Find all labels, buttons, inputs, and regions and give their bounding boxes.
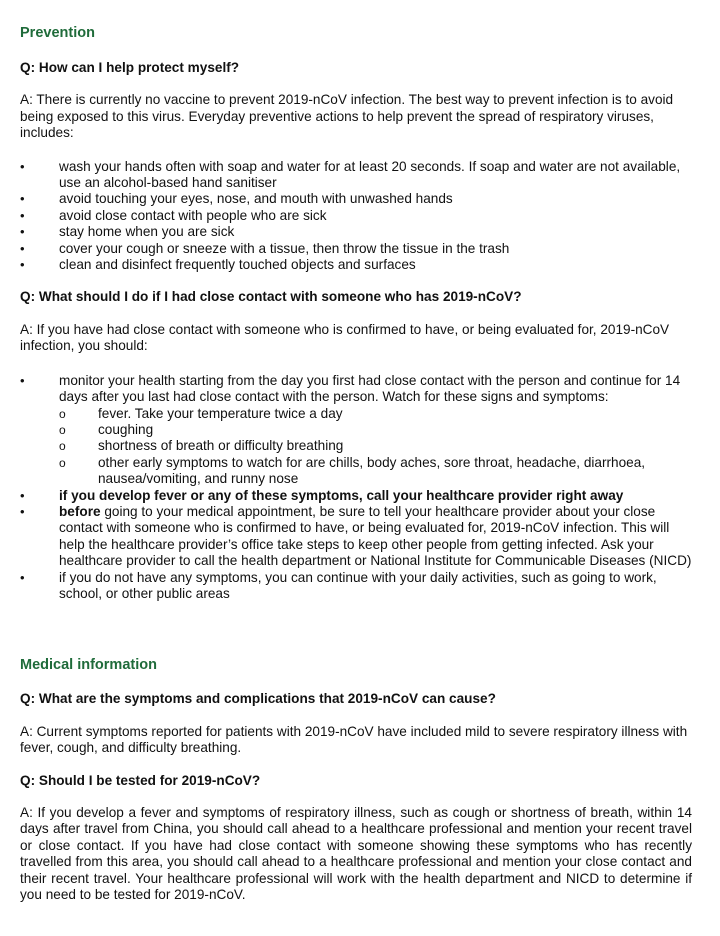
sub-list-item: o coughing <box>59 421 154 437</box>
circle-bullet-icon: o <box>59 406 66 421</box>
bullet-icon: • <box>20 240 25 256</box>
question-should-be-tested: Q: Should I be tested for 2019-nCoV? <box>20 772 261 788</box>
bullet-icon: • <box>20 207 25 223</box>
sub-list-item: o shortness of breath or difficulty breathing <box>59 438 344 454</box>
list-item: • clean and disinfect frequently touched objects and surfaces <box>20 257 416 273</box>
list-item <box>20 488 692 504</box>
circle-bullet-icon: o <box>59 455 66 470</box>
sub-list-item: o other early symptoms to watch for are chills, body aches, sore throat, headache, diarrhoea, nausea/vomiting, and runny nose <box>59 454 646 487</box>
circle-bullet-icon: o <box>59 439 66 454</box>
bullet-icon: • <box>20 224 25 240</box>
bullet-icon: • <box>20 372 25 388</box>
monitor-health-text: monitor your health starting from the day you first had close contact with the person and continue for 14 days after you last had close contact with the person. Watch for these signs and symptoms: <box>59 372 681 405</box>
prevention-actions-list <box>20 159 692 274</box>
before-appointment-text: going to your medical appointment, be sure to tell your healthcare provider about your close contact with someone who is confirmed to have, or being evaluated for, 2019-nCoV infection. This will help the healthcare provider’s office take steps to keep other people from getting infected. Ask your healthcare provider to call the health department or National Institute for Communicable Diseases (NICD) <box>59 503 692 569</box>
answer-should-be-tested: A: If you develop a fever and symptoms of respiratory illness, such as cough or shortness of breath, within 14 days after travel from China, you should call ahead to a healthcare professional and mention your recent travel or close contact. If you have had close contact with someone showing these symptoms who has recently travelled from this area, you should call ahead to a healthcare professional and mention your close contact and their recent travel. Your healthcare professional will work with the health department and NICD to determine if you need to be tested for 2019-nCoV. <box>20 805 692 903</box>
call-provider-text: if you develop fever or any of these symptoms, call your healthcare provider right away <box>59 487 624 503</box>
bullet-icon: • <box>20 503 25 519</box>
close-contact-list <box>20 373 692 603</box>
bullet-icon: • <box>20 487 25 503</box>
question-symptoms-complications: Q: What are the symptoms and complications that 2019-nCoV can cause? <box>20 691 496 707</box>
list-item <box>20 570 692 603</box>
list-item: • stay home when you are sick <box>20 224 235 240</box>
list-item: • cover your cough or sneeze with a tissue, then throw the tissue in the trash <box>20 240 510 256</box>
bullet-icon: • <box>20 191 25 207</box>
bullet-icon: • <box>20 569 25 585</box>
sub-list-item: o fever. Take your temperature twice a day <box>59 405 343 421</box>
bullet-icon: • <box>20 158 25 174</box>
answer-symptoms-complications: A: Current symptoms reported for patients with 2019-nCoV have included mild to severe respiratory illness with fever, cough, and difficulty breathing. <box>20 723 688 756</box>
circle-bullet-icon: o <box>59 422 66 437</box>
list-item: • avoid touching your eyes, nose, and mouth with unwashed hands <box>20 191 453 207</box>
list-item <box>20 373 692 488</box>
document-page <box>20 24 692 903</box>
section-heading-medical-information: Medical information <box>20 657 157 674</box>
list-item: • wash your hands often with soap and water for at least 20 seconds. If soap and water are not available, use an alcohol-based hand sanitiser <box>20 158 681 191</box>
section-heading-prevention: Prevention <box>20 25 95 41</box>
question-protect-myself: Q: How can I help protect myself? <box>20 60 240 75</box>
answer-protect-myself: A: There is currently no vaccine to prevent 2019-nCoV infection. The best way to prevent infection is to avoid being exposed to this virus. Everyday preventive actions to help prevent the spread of respiratory viruses, includes: <box>20 92 674 141</box>
before-bold-text: before <box>59 503 101 519</box>
bullet-icon: • <box>20 257 25 273</box>
no-symptoms-text: if you do not have any symptoms, you can continue with your daily activities, such as going to work, school, or other public areas <box>59 569 657 601</box>
list-item: • avoid close contact with people who are sick <box>20 207 327 223</box>
answer-close-contact: A: If you have had close contact with someone who is confirmed to have, or being evaluated for, 2019-nCoV infection, you should: <box>20 321 670 354</box>
list-item <box>20 504 692 570</box>
symptoms-sublist <box>59 406 692 488</box>
question-close-contact: Q: What should I do if I had close contact with someone who has 2019-nCoV? <box>20 289 522 305</box>
